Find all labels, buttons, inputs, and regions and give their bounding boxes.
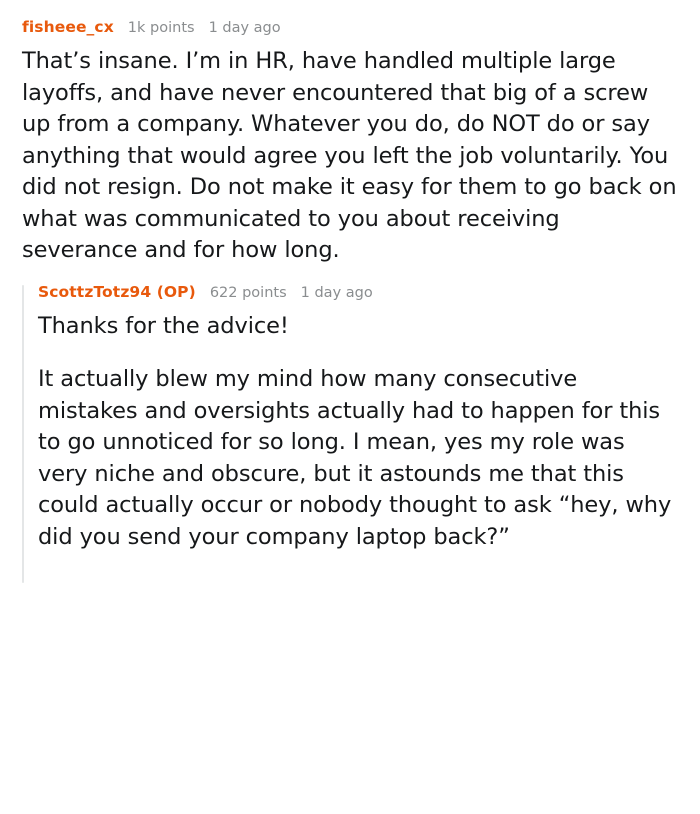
- comment-paragraph: Thanks for the advice!: [38, 312, 289, 339]
- comment-author-op[interactable]: ScottzTotz94 (OP): [38, 282, 196, 301]
- comment-timestamp: 1 day ago: [208, 20, 281, 36]
- comment-points: 622 points: [209, 284, 287, 301]
- comment-reply-op: [22, 283, 680, 554]
- comment-body: [38, 311, 680, 554]
- comment-top-level: [22, 18, 680, 267]
- comment-points: 1k points: [127, 20, 195, 36]
- comment-paragraph: That’s insane. I’m in HR, have handled multiple large layoffs, and have never encountered that big of a screw up from a company. Whatever you do, do NOT do or say anything that would agree you left the job voluntarily. You did not resign. Do not make it easy for them to go back on what was communicated to you about receiving severance and for how long.: [22, 48, 677, 263]
- comment-author[interactable]: fisheee_cx: [22, 18, 114, 36]
- thread-line[interactable]: [22, 285, 24, 584]
- comment-header: [38, 283, 680, 301]
- comment-paragraph: It actually blew my mind how many consecutive mistakes and oversights actually had to happen for this to go unnoticed for so long. I mean, yes my role was very niche and obscure, but it astounds me that this could actually occur or nobody thought to ask “hey, why did you send your company laptop back?”: [38, 366, 672, 550]
- comment-header: [22, 18, 680, 36]
- comment-timestamp: 1 day ago: [300, 284, 373, 301]
- comment-body: [22, 46, 680, 267]
